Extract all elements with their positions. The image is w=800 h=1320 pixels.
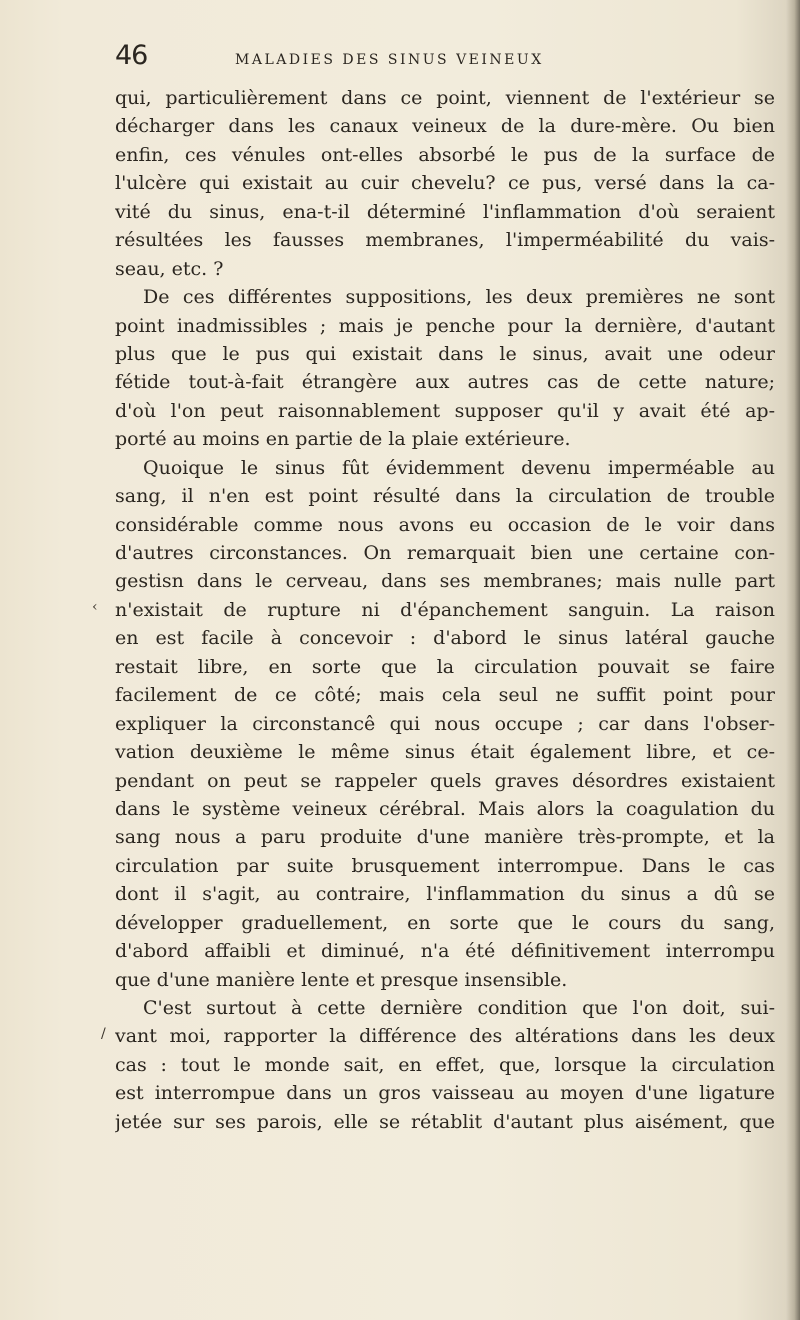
text-line: C'est surtout à cette dernière condition que l'on doit, sui- — [143, 997, 775, 1019]
text-line: enfin, ces vénules ont-elles absorbé le pus de la surface de — [115, 143, 775, 166]
text-line: que d'une manière lente et presque insensible. — [115, 968, 568, 991]
text-line: dont il s'agit, au contraire, l'inflammation du sinus a dû se — [115, 883, 775, 906]
text-line: l'ulcère qui existait au cuir chevelu? ce pus, versé dans la ca- — [115, 172, 775, 195]
text-line: sang nous a paru produite d'une manière très-prompte, et la — [115, 826, 775, 849]
text-line: en est facile à concevoir : d'abord le sinus latéral gauche — [115, 627, 775, 650]
text-line: vation deuxième le même sinus était également libre, et ce- — [115, 741, 775, 764]
text-line: gestisn dans le cerveau, dans ses membranes; mais nulle part — [115, 570, 775, 593]
text-line: De ces différentes suppositions, les deux premières ne sont — [143, 286, 775, 309]
text-line: est interrompue dans un gros vaisseau au moyen d'une ligature — [115, 1082, 775, 1105]
text-line: cas : tout le monde sait, en effet, que, lorsque la circulation — [115, 1053, 775, 1076]
page-edge-shadow — [786, 0, 800, 1320]
text-line: sang, il n'en est point résulté dans la circulation de trouble — [115, 485, 775, 508]
text-line: Quoique le sinus fût évidemment devenu imperméable au — [143, 456, 775, 479]
text-line: expliquer la circonstancê qui nous occupe ; car dans l'obser- — [115, 712, 775, 735]
text-line: jetée sur ses parois, elle se rétablit d'autant plus aisément, que — [115, 1110, 775, 1133]
text-line: fétide tout-à-fait étrangère aux autres cas de cette nature; — [115, 371, 775, 394]
text-line: point inadmissibles ; mais je penche pour la dernière, d'autant — [115, 314, 775, 337]
margin-mark: ‹ — [92, 599, 98, 615]
body-text — [115, 84, 775, 1136]
text-line: porté au moins en partie de la plaie extérieure. — [115, 428, 571, 451]
text-line: considérable comme nous avons eu occasion de le voir dans — [115, 513, 775, 536]
text-line: n'existait de rupture ni d'épanchement sanguin. La raison — [115, 598, 775, 621]
page-header — [115, 40, 755, 80]
text-line: qui, particulièrement dans ce point, viennent de l'extérieur se — [115, 87, 775, 109]
text-line: restait libre, en sorte que la circulation pouvait se faire — [115, 655, 775, 678]
text-line: seau, etc. ? — [115, 257, 224, 280]
text-line: d'où l'on peut raisonnablement supposer qu'il y avait été ap- — [115, 399, 775, 422]
text-line: dans le système veineux cérébral. Mais alors la coagulation du — [115, 797, 775, 820]
text-line: d'abord affaibli et diminué, n'a été définitivement interrompu — [115, 940, 775, 963]
text-line: développer graduellement, en sorte que le cours du sang, — [115, 911, 775, 934]
running-head: MALADIES DES SINUS VEINEUX — [235, 52, 544, 68]
page-number: 46 — [115, 40, 148, 71]
text-line: résultées les fausses membranes, l'imperméabilité du vais- — [115, 229, 775, 252]
text-line: vant moi, rapporter la différence des altérations dans les deux — [115, 1025, 775, 1048]
margin-mark: / — [101, 1026, 106, 1042]
text-line: plus que le pus qui existait dans le sinus, avait une odeur — [115, 342, 775, 365]
text-line: vité du sinus, ena-t-il déterminé l'inflammation d'où seraient — [115, 200, 775, 223]
text-line: circulation par suite brusquement interrompue. Dans le cas — [115, 854, 775, 877]
text-line: pendant on peut se rappeler quels graves désordres existaient — [115, 769, 775, 792]
text-line: d'autres circonstances. On remarquait bien une certaine con- — [115, 542, 775, 564]
text-line: facilement de ce côté; mais cela seul ne suffit point pour — [115, 684, 775, 707]
text-line: décharger dans les canaux veineux de la dure-mère. Ou bien — [115, 115, 775, 138]
